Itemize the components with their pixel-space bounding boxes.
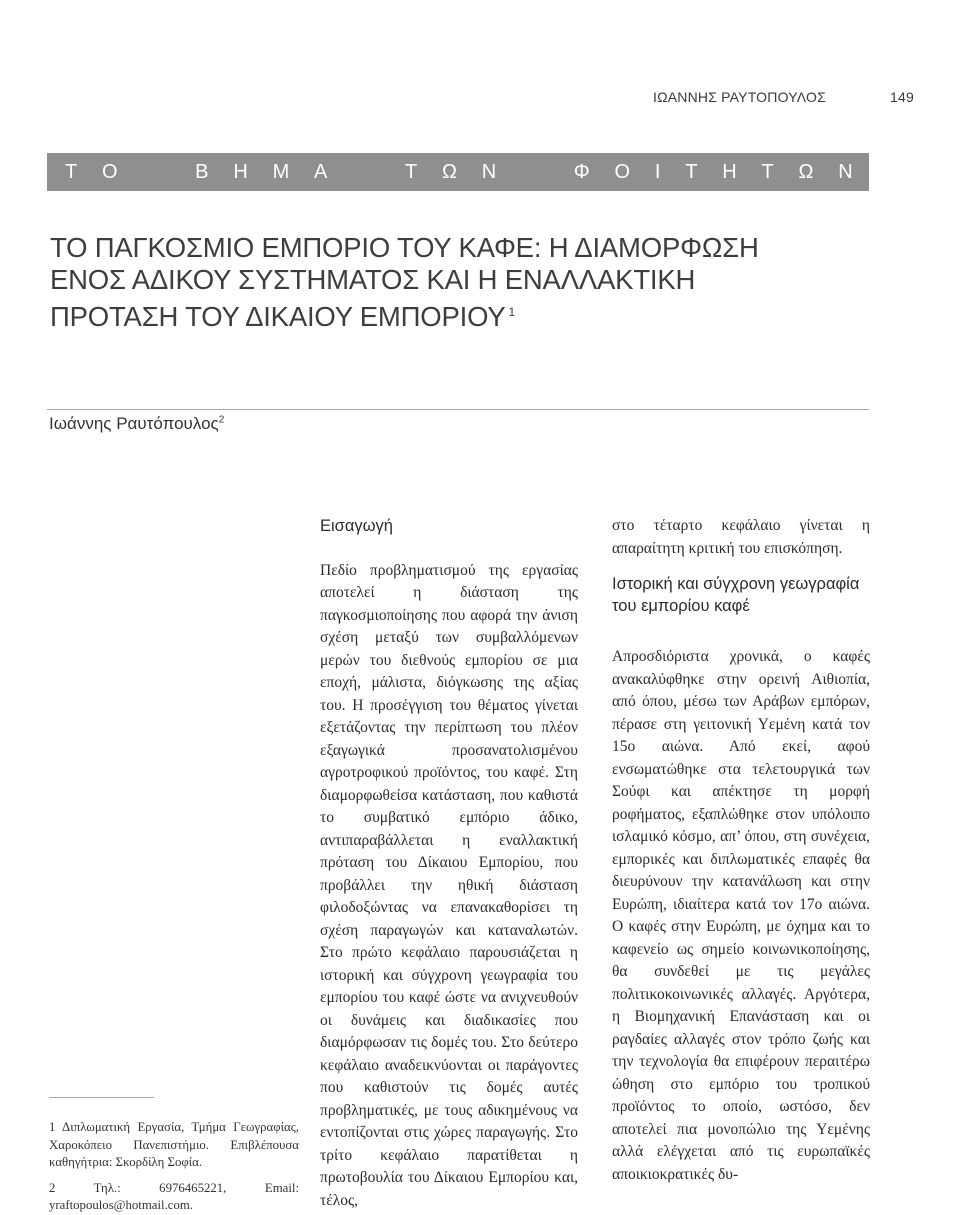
section-heading-introduction: Εισαγωγή [320, 517, 393, 535]
author-footnote-marker: 2 [218, 414, 225, 426]
article-title-line-1: ΤΟ ΠΑΓΚΟΣΜΙΟ ΕΜΠΟΡΙΟ ΤΟΥ ΚΑΦΕ: Η ΔΙΑΜΟΡΦΩΣΗ [50, 232, 759, 263]
banner-letter: Φ [573, 160, 590, 183]
section-banner [47, 153, 869, 191]
banner-letter: Ν [481, 160, 497, 183]
banner-letter: Ο [102, 160, 118, 183]
banner-letter: Ι [654, 160, 661, 183]
article-author-name: Ιωάννης Ραυτόπουλος [49, 414, 219, 433]
introduction-paragraph: Πεδίο προβληματισμού της εργασίας αποτελεί η διάσταση της παγκοσμιοποίησης που αφορά την άνιση σχέση μεταξύ των συμβαλλόμενων μερών του διεθνούς εμπορίου σε μια εποχή, μάλιστα, διόγκωσης της αξίας του. Η προσέγγιση του θέματος γίνεται εξετάζοντας την περίπτωση του πλέον εξαγωγικά προσανατολισμένου αγροτροφικού προϊόντος, του καφέ. Στη διαμορφωθείσα κατάσταση, που καθιστά το συμβατικό εμπόριο άδικο, αντιπαραβάλλεται η εναλλακτική πρόταση του Δίκαιου Εμπορίου, που προβάλλει την ηθική διάσταση φιλοδοξώντας να επανακαθορίσει τη σχέση παραγωγών και καταναλωτών. Στο πρώτο κεφάλαιο παρουσιάζεται η ιστορική και σύγχρονη γεωγραφία του εμπορίου του καφέ ώστε να ανιχνευθούν οι δυνάμεις και διαδικασίες που διαμόρφωσαν τις δομές του. Στο δεύτερο κεφάλαιο αναδεικνύονται οι παράγοντες που καθιστούν τις δομές αυτές προβληματικές, με τους αδικημένους να εντοπίζονται στις χώρες παραγωγής. Στο τρίτο κεφάλαιο παρατίθεται η πρωτοβουλία του Δίκαιου Εμπορίου και, τέλος, [320, 561, 578, 1209]
footnote-1: 1 Διπλωματική Εργασία, Τμήμα Γεωγραφίας, Χαροκόπειο Πανεπιστήμιο. Επιβλέπουσα καθηγήτρια: Σκορδίλη Σοφία. [49, 1120, 299, 1169]
banner-letter: Τ [65, 160, 78, 183]
introduction-continuation: στο τέταρτο κεφάλαιο γίνεται η απαραίτητη κριτική του επισκόπηση. [612, 517, 870, 557]
right-column [612, 515, 870, 1186]
banner-letter: Β [195, 160, 209, 183]
banner-letter: Ω [798, 160, 814, 183]
article-author [49, 414, 224, 434]
footnotes [49, 1119, 299, 1215]
banner-letter: Τ [761, 160, 774, 183]
footnote-divider [49, 1097, 154, 1098]
geography-paragraph: Απροσδιόριστα χρονικά, ο καφές ανακαλύφθηκε στην ορεινή Αιθιοπία, από όπου, μέσω των Αράβων εμπόρων, πέρασε στη γειτονική Υεμένη κατά τον 15ο αιώνα. Από εκεί, αφού ενσωματώθηκε στα τελετουργικά των Σούφι και απέκτησε τη μορφή ροφήματος, εξαπλώθηκε στον υπόλοιπο ισλαμικό κόσμο, απ’ όπου, στη συνέχεια, εμπορικές και διπλωματικές επαφές θα διευρύνουν την κατανάλωση και στην Ευρώπη, ιδιαίτερα κατά τον 17ο αιώνα. Ο καφές στην Ευρώπη, με όχημα και το καφενείο ως σημείο κοινωνικοποίησης, θα συνδεθεί με τις μεγάλες πολιτικοκοινωνικές αλλαγές. Αργότερα, η Βιομηχανική Επανάσταση και οι ραγδαίες αλλαγές στον τρόπο ζωής και την τεχνολογία θα επιφέρουν περαιτέρω ώθηση στο εμπόριο του τροπικού προϊόντος το οποίο, ωστόσο, δεν αποτελεί πια μονοπώλιο της Υεμένης αλλά ελέγχεται από τις ευρωπαϊκές αποικιοκρατικές δυ- [612, 648, 870, 1183]
article-title [50, 232, 870, 333]
banner-letter: Η [722, 160, 737, 183]
middle-column [320, 515, 578, 1212]
running-head-author: ΙΩΑΝΝΗΣ ΡΑΥΤΟΠΟΥΛΟΣ [652, 89, 826, 105]
page-number: 149 [890, 89, 914, 105]
banner-letter: Α [314, 160, 328, 183]
banner-letter: Η [233, 160, 248, 183]
footnote-2: 2 Τηλ.: 6976465221, Email: yraftopoulos@hotmail.com. [49, 1180, 299, 1212]
running-head [653, 89, 914, 105]
article-title-line-2: ΕΝΟΣ ΑΔΙΚΟΥ ΣΥΣΤΗΜΑΤΟΣ ΚΑΙ Η ΕΝΑΛΛΑΚΤΙΚΗ [50, 264, 696, 295]
section-banner-letters [47, 153, 869, 191]
article-title-line-3: ΠΡΟΤΑΣΗ ΤΟΥ ΔΙΚΑΙΟΥ ΕΜΠΟΡΙΟΥ [50, 301, 506, 333]
banner-letter: Τ [404, 160, 418, 183]
author-divider [47, 409, 869, 410]
banner-letter: Τ [685, 160, 698, 183]
banner-letter: Ο [614, 160, 631, 183]
title-footnote-marker: 1 [508, 305, 516, 319]
banner-letter: Ν [838, 160, 853, 183]
banner-letter: Ω [441, 160, 457, 183]
banner-letter: Μ [272, 160, 290, 183]
section-heading-geography: Ιστορική και σύγχρονη γεωγραφία του εμπορίου καφέ [612, 575, 860, 615]
